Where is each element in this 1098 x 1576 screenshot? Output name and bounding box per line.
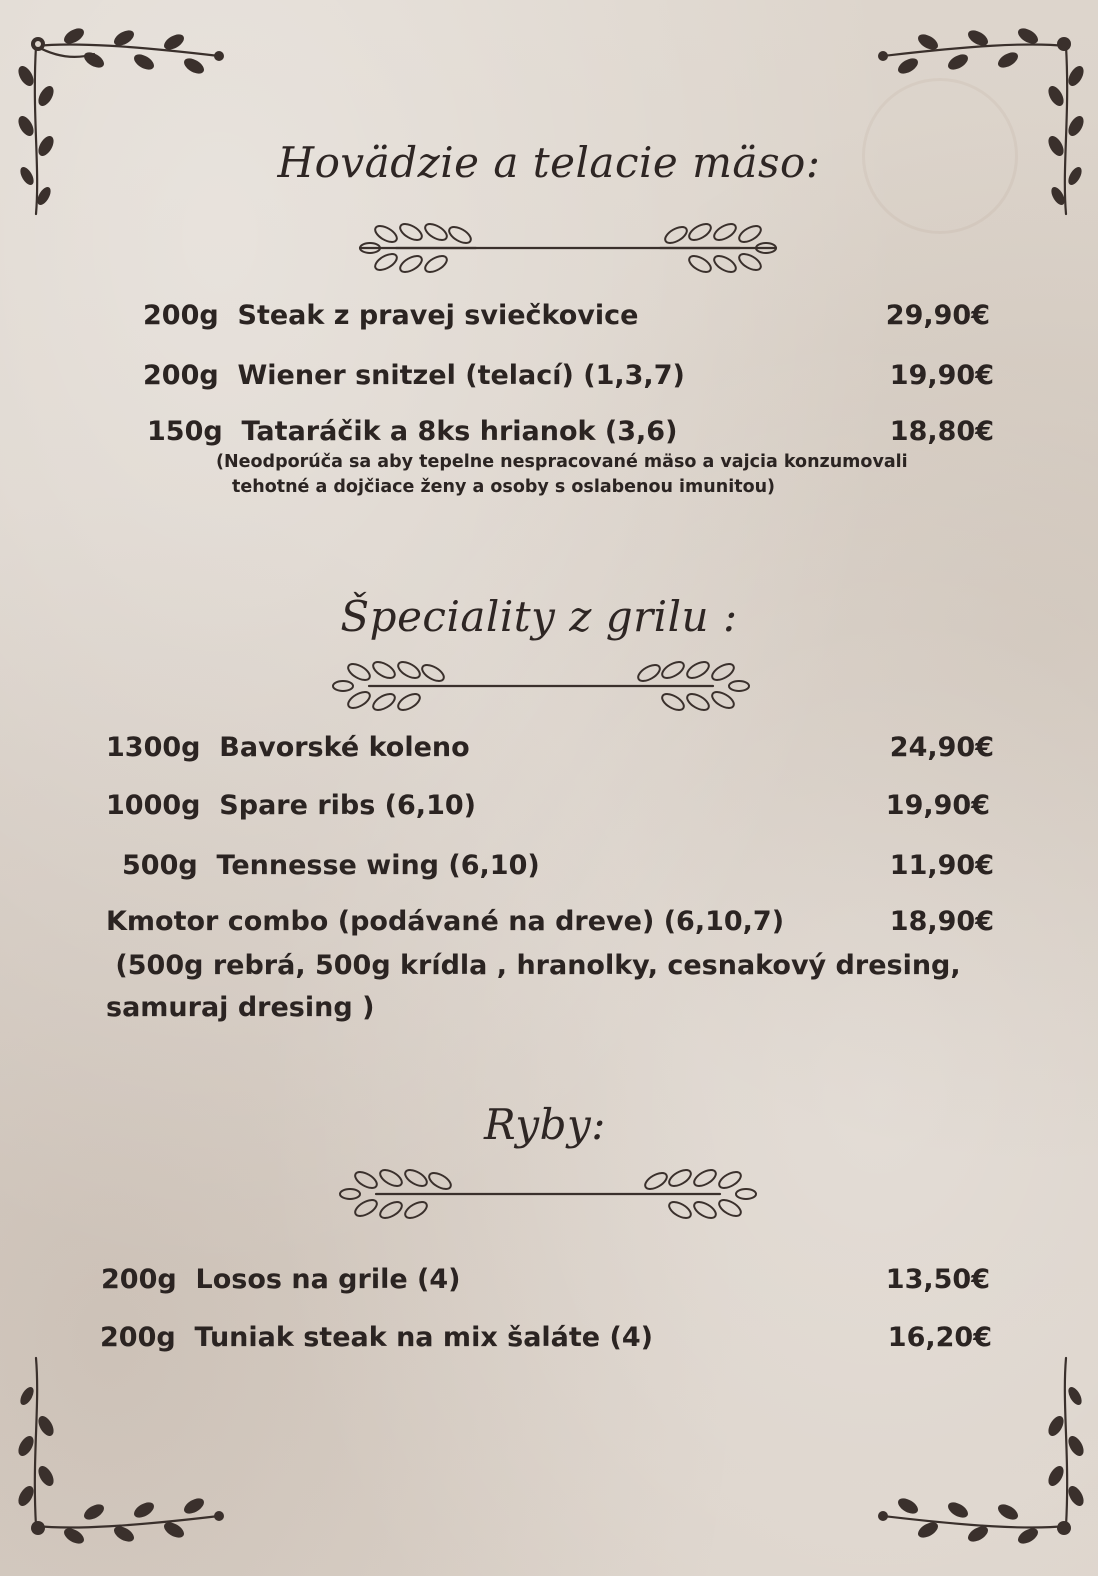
allergy-note-line2: tehotné a dojčiace ženy a osoby s oslabenou imunitou)	[232, 477, 776, 497]
combo-detail-line2: samuraj dresing )	[106, 992, 375, 1023]
combo-item-price: 18,90€	[889, 906, 994, 937]
section-title-beef: Hovädzie a telacie mäso:	[277, 138, 821, 187]
menu-item	[101, 1264, 461, 1295]
leaf-branch-divider-icon	[356, 218, 780, 278]
section-title-fish: Ryby:	[484, 1100, 606, 1149]
allergy-note-line1: (Neodporúča sa aby tepelne nespracované mäso a vajcia konzumovali	[216, 452, 908, 472]
item-price: 18,80€	[889, 416, 994, 447]
item-price: 29,90€	[885, 300, 990, 331]
item-name: Bavorské koleno	[219, 732, 470, 763]
item-price: 16,20€	[887, 1322, 992, 1353]
menu-item	[106, 790, 476, 821]
combo-item-name: Kmotor combo (podávané na dreve) (6,10,7)	[106, 906, 785, 937]
item-price: 19,90€	[885, 790, 990, 821]
floral-vine-icon	[14, 1356, 234, 1556]
item-name: Spare ribs (6,10)	[219, 790, 476, 821]
leaf-branch-divider-icon	[326, 1164, 770, 1224]
item-name: Steak z pravej sviečkovice	[237, 300, 639, 331]
item-weight: 500g	[122, 850, 198, 881]
item-weight: 200g	[143, 300, 219, 331]
item-name: Losos na grile (4)	[195, 1264, 461, 1295]
menu-item	[143, 360, 685, 391]
menu-item	[106, 732, 470, 763]
menu-item	[147, 416, 677, 447]
item-weight: 150g	[147, 416, 223, 447]
item-weight: 1300g	[106, 732, 201, 763]
item-price: 13,50€	[885, 1264, 990, 1295]
menu-item	[100, 1322, 653, 1353]
item-price: 24,90€	[889, 732, 994, 763]
menu-item	[122, 850, 540, 881]
item-weight: 1000g	[106, 790, 201, 821]
item-name: Tennesse wing (6,10)	[216, 850, 540, 881]
item-name: Tataráčik a 8ks hrianok (3,6)	[241, 416, 678, 447]
item-weight: 200g	[143, 360, 219, 391]
section-title-grill: Špeciality z grilu :	[340, 592, 738, 641]
item-price: 11,90€	[889, 850, 994, 881]
floral-vine-icon	[868, 1356, 1088, 1556]
item-price: 19,90€	[889, 360, 994, 391]
item-name: Wiener snitzel (telací) (1,3,7)	[237, 360, 685, 391]
leaf-branch-divider-icon	[324, 656, 758, 716]
item-weight: 200g	[100, 1322, 176, 1353]
combo-detail-line1: (500g rebrá, 500g krídla , hranolky, cesnakový dresing,	[106, 950, 961, 981]
menu-item	[143, 300, 638, 331]
item-name: Tuniak steak na mix šaláte (4)	[194, 1322, 653, 1353]
item-weight: 200g	[101, 1264, 177, 1295]
